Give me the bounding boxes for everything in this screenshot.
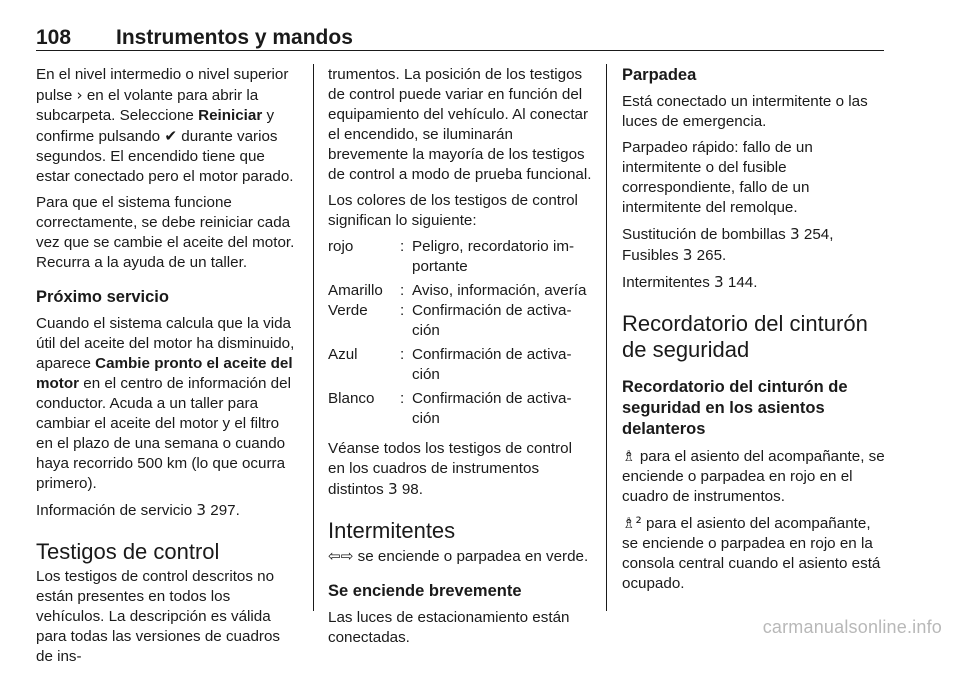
paragraph-parpadea-2: Parpadeo rápido: fallo de un intermitente o del fusible correspondiente, fallo de un intermitente del remolque. — [622, 139, 813, 216]
paragraph-parking-lights: Las luces de estacionamiento están conectadas. — [328, 609, 570, 646]
table-row: rojo : Peligro, recordatorio im-portante — [328, 238, 575, 275]
page-reference-icon: 3 — [682, 246, 693, 264]
heading-se-enciende-brevemente: Se enciende brevemente — [328, 582, 522, 600]
paragraph-bulbs-fuses: Sustitución de bombillas 3 254, Fusibles 3 265. — [622, 225, 834, 264]
seatbelt-occupied-icon: ♗² — [622, 514, 642, 532]
paragraph-intermitentes: ⇦⇨ se enciende o parpadea en verde. — [328, 547, 589, 565]
table-row: Verde : Confirmación de activa-ción — [328, 302, 572, 339]
table-row: Blanco : Confirmación de activa-ción — [328, 390, 572, 427]
table-row: Azul : Confirmación de activa-ción — [328, 346, 572, 383]
page-header — [36, 26, 884, 51]
paragraph-reset-instructions: En el nivel intermedio o nivel superior pulse › en el volante para abrir la subcarpeta. Seleccione Reiniciar y confirme pulsando ✔ durante varios segundos. El encendido tiene que estar conectado pero el motor parado. — [36, 66, 294, 185]
heading-intermitentes: Intermitentes — [328, 518, 456, 543]
watermark: carmanualsonline.info — [762, 617, 942, 637]
paragraph-see-all-testigos: Véanse todos los testigos de control en los cuadros de instrumentos distintos 3 98. — [328, 440, 572, 498]
paragraph-service-info: Información de servicio 3 297. — [36, 501, 240, 519]
paragraph-parpadea-1: Está conectado un intermitente o las luces de emergencia. — [622, 93, 868, 130]
heading-recordatorio-delanteros: Recordatorio del cinturón de seguridad en los asientos delanteros — [622, 378, 848, 438]
heading-proximo-servicio: Próximo servicio — [36, 288, 169, 306]
checkmark-icon: ✔ — [164, 127, 178, 145]
page-number: 108 — [36, 26, 72, 49]
paragraph-oil-change: Cuando el sistema calcula que la vida útil del aceite del motor ha disminuido, aparece Cambie pronto el aceite del motor en el centro de información del conductor. Acuda a un taller para cambiar el aceite del motor y el filtro en el plazo de una semana o cuando haya recorrido 500 km (lo que ocurra primero). — [36, 315, 295, 492]
page-reference-icon: 3 — [790, 225, 800, 243]
table-row: Amarillo : Aviso, información, avería — [328, 282, 587, 299]
paragraph-seatbelt-passenger: ♗ para el asiento del acompañante, se enciende o parpadea en rojo en el cuadro de instrumentos. — [622, 447, 885, 505]
page-reference-icon: 3 — [196, 501, 207, 519]
turn-signal-icon: ⇦⇨ — [328, 547, 354, 565]
color-meaning-table — [328, 237, 592, 429]
paragraph-seatbelt-console: ♗² para el asiento del acompañante, se enciende o parpadea en rojo en la consola central cuando el asiento está ocupado. — [622, 514, 881, 592]
paragraph-testigos-intro: Los testigos de control descritos no están presentes en todos los vehículos. La descripción es válida para todas las versiones de cuadros de ins- — [36, 568, 280, 665]
heading-parpadea: Parpadea — [622, 66, 697, 84]
paragraph-reset-note: Para que el sistema funcione correctamente, se debe reiniciar cada vez que se cambie el aceite del motor. Recurra a la ayuda de un taller. — [36, 194, 295, 271]
menu-term-reiniciar: Reiniciar — [198, 107, 263, 124]
paragraph-testigos-continued: trumentos. La posición de los testigos de control puede variar en función del equipamiento del vehículo. Al conectar el encendido, se iluminarán brevemente la mayoría de los testigos de control a modo de prueba funcional. — [328, 66, 592, 183]
page-reference-icon: 3 — [714, 273, 724, 291]
paragraph-colors-intro: Los colores de los testigos de control significan lo siguiente: — [328, 192, 578, 229]
column-divider-1 — [313, 64, 314, 611]
column-2 — [328, 65, 592, 654]
page-reference-icon: 3 — [387, 480, 398, 498]
message-term-oil: Cambie pronto el aceite del motor — [36, 355, 293, 392]
chevron-right-icon: › — [76, 86, 83, 104]
running-title: Instrumentos y mandos — [116, 26, 353, 49]
heading-testigos-de-control: Testigos de control — [36, 539, 220, 564]
column-divider-2 — [606, 64, 607, 611]
seatbelt-icon: ♗ — [622, 447, 636, 465]
heading-recordatorio-cinturon: Recordatorio del cinturón de seguridad — [622, 311, 868, 362]
paragraph-intermitentes-ref: Intermitentes 3 144. — [622, 273, 758, 291]
column-3 — [622, 65, 886, 600]
column-1 — [36, 65, 300, 673]
